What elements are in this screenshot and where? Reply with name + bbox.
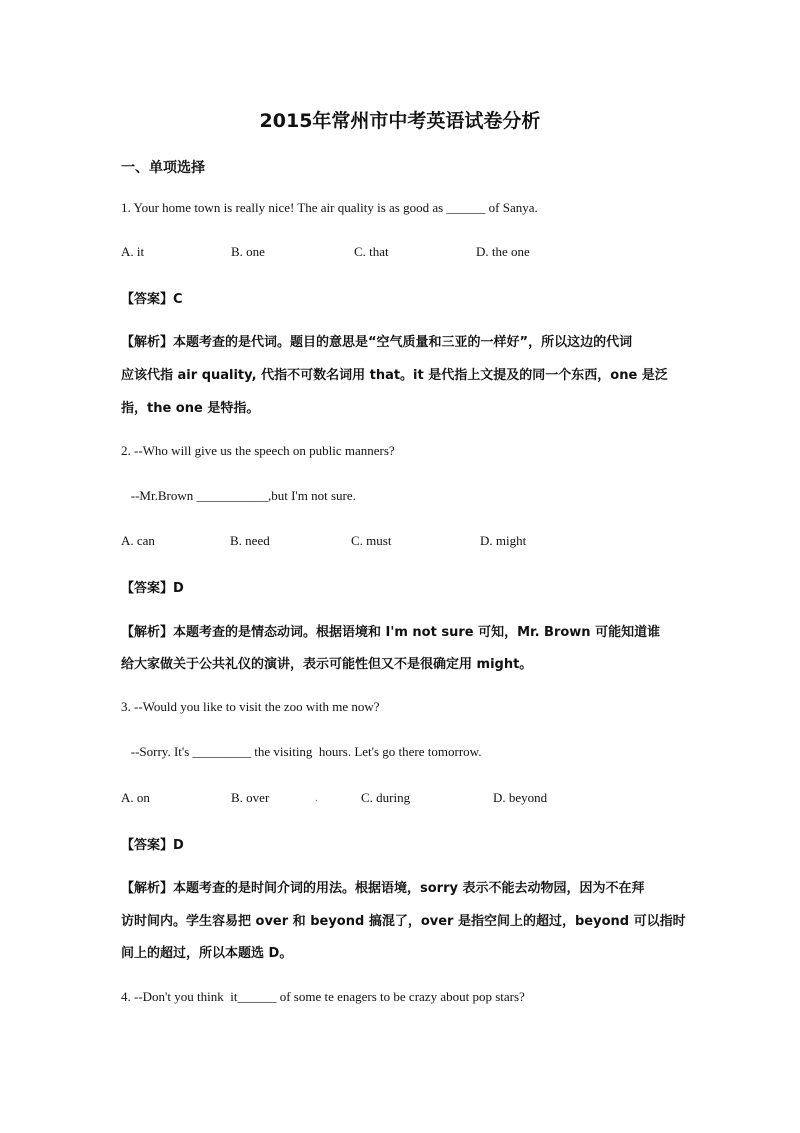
question-2-explanation-line-2: 给大家做关于公共礼仪的演讲，表示可能性但又不是很确定用 might。 [121,657,533,672]
question-1-explanation-line-2: 应该代指 air quality, 代指不可数名词用 that。it 是代指上文提及的同一个东西，one 是泛 [121,368,668,383]
question-2-option-c: C. must [351,533,392,548]
question-3-option-b: B. over [231,790,270,805]
question-1-option-b: B. one [231,244,265,259]
question-2-option-b: B. need [230,533,270,548]
question-3-stem: 3. --Would you like to visit the zoo with me now? [121,699,380,714]
question-2-option-a: A. can [121,533,155,548]
question-3-option-a: A. on [121,790,150,805]
document-title: 2015年常州市中考英语试卷分析 [259,110,541,132]
question-3-explanation-line-1: 【解析】本题考查的是时间介词的用法。根据语境，sorry 表示不能去动物园，因为不在拜 [121,881,645,896]
question-1-stem: 1. Your home town is really nice! The air quality is as good as ______ of Sanya. [121,200,538,215]
question-1-option-c: C. that [354,244,389,259]
question-1-answer: 【答案】C [121,292,183,307]
question-1-explanation-line-3: 指，the one 是特指。 [121,401,260,416]
question-1-option-a: A. it [121,244,145,259]
question-2-explanation-line-1: 【解析】本题考查的是情态动词。根据语境和 I'm not sure 可知，Mr. Brown 可能知道谁 [121,625,661,640]
question-4-stem: 4. --Don't you think it______ of some te enagers to be crazy about pop stars? [121,989,525,1004]
stray-mark: . [315,792,318,804]
question-2-option-d: D. might [480,533,527,548]
question-1-option-d: D. the one [476,244,530,259]
section-heading: 一、单项选择 [121,160,205,176]
question-3-option-c: C. during [361,790,411,805]
question-3-reply: --Sorry. It's _________ the visiting hours. Let's go there tomorrow. [121,744,482,759]
question-3-answer: 【答案】D [121,838,184,853]
question-1-explanation-line-1: 【解析】本题考查的是代词。题目的意思是“空气质量和三亚的一样好”，所以这边的代词 [121,335,633,350]
question-3-option-d: D. beyond [493,790,548,805]
question-3-explanation-line-2: 访时间内。学生容易把 over 和 beyond 搞混了，over 是指空间上的超过，beyond 可以指时 [121,914,686,929]
question-3-explanation-line-3: 间上的超过，所以本题选 D。 [121,946,293,961]
question-2-reply: --Mr.Brown ___________,but I'm not sure. [121,488,356,503]
question-2-stem: 2. --Who will give us the speech on public manners? [121,443,395,458]
question-2-answer: 【答案】D [121,581,184,596]
